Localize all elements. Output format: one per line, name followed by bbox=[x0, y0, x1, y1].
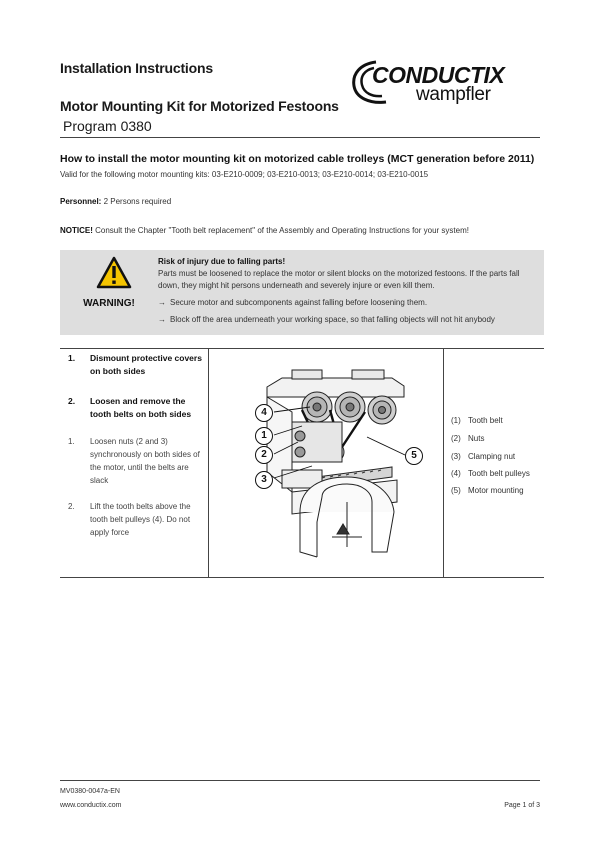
step-number: 1. bbox=[68, 353, 76, 363]
table-top-border bbox=[60, 348, 544, 349]
legend-item: (5) Motor mounting bbox=[451, 486, 524, 495]
callout-4: 4 bbox=[255, 404, 273, 422]
step-title: Loosen and remove the tooth belts on both sides bbox=[90, 396, 192, 419]
personnel-label: Personnel: bbox=[60, 197, 102, 206]
callout-leader-lines bbox=[222, 352, 432, 567]
header-divider bbox=[60, 137, 540, 138]
notice-text: Consult the Chapter "Tooth belt replacement" of the Assembly and Operating Instructions for your system! bbox=[92, 226, 469, 235]
program-label: Program 0380 bbox=[63, 118, 152, 134]
section-heading: How to install the motor mounting kit on motorized cable trolleys (MCT generation before 2011) bbox=[60, 153, 535, 165]
legend-item: (4) Tooth belt pulleys bbox=[451, 469, 530, 478]
warning-content bbox=[158, 256, 533, 326]
substep-text: Loosen nuts (2 and 3) synchronously on both sides of the motor, until the belts are slack bbox=[90, 437, 200, 485]
callout-5: 5 bbox=[405, 447, 423, 465]
logo-wampfler-text: wampfler bbox=[416, 84, 491, 105]
substep-1 bbox=[68, 435, 203, 487]
warning-box bbox=[60, 250, 544, 335]
page-number: Page 1 of 3 bbox=[504, 802, 540, 809]
document-subtitle: Motor Mounting Kit for Motorized Festoons bbox=[60, 98, 339, 114]
warning-title: Risk of injury due to falling parts! bbox=[158, 257, 286, 266]
step-2 bbox=[68, 395, 203, 421]
legend-item: (1) Tooth belt bbox=[451, 416, 503, 425]
arrow-icon: → bbox=[158, 315, 166, 324]
substep-2 bbox=[68, 500, 203, 539]
warning-label: WARNING! bbox=[83, 298, 135, 309]
logo-conductix-text: CONDUCTIX bbox=[372, 62, 505, 88]
notice-label: NOTICE! bbox=[60, 226, 93, 235]
callout-2: 2 bbox=[255, 446, 273, 464]
personnel-value: 2 Persons required bbox=[101, 197, 172, 206]
table-column-divider bbox=[443, 348, 444, 578]
conductix-logo bbox=[350, 56, 540, 106]
warning-bullet: → Secure motor and subcomponents against falling before loosening them. bbox=[158, 298, 428, 307]
document-title: Installation Instructions bbox=[60, 60, 213, 76]
warning-triangle-icon bbox=[96, 256, 132, 290]
callout-1: 1 bbox=[255, 427, 273, 445]
valid-for-text: Valid for the following motor mounting kits: 03-E210-0009; 03-E210-0013; 03-E210-0014; 03-E210-0015 bbox=[60, 170, 429, 179]
warning-bullet: → Block off the area underneath your working space, so that falling objects will not hit anybody bbox=[158, 315, 495, 324]
table-bottom-border bbox=[60, 577, 544, 578]
step-number: 2. bbox=[68, 396, 76, 406]
document-id: MV0380-0047a-EN bbox=[60, 788, 120, 795]
footer-divider bbox=[60, 780, 540, 781]
notice-line bbox=[60, 225, 469, 236]
motor-mounting-figure bbox=[222, 352, 432, 567]
substep-number: 1. bbox=[68, 437, 75, 446]
arrow-icon: → bbox=[158, 298, 166, 307]
substep-text: Lift the tooth belts above the tooth belt pulleys (4). Do not apply force bbox=[90, 502, 191, 537]
table-column-divider bbox=[208, 348, 209, 578]
substep-number: 2. bbox=[68, 502, 75, 511]
footer-url: www.conductix.com bbox=[60, 802, 122, 809]
step-title: Dismount protective covers on both sides bbox=[90, 353, 202, 376]
legend-item: (2) Nuts bbox=[451, 434, 485, 443]
warning-text: Parts must be loosened to replace the motor or silent blocks on the motorized festoons. If the parts fall down, they might hit persons underneath and severely injure or even kill them. bbox=[158, 269, 520, 290]
legend-item: (3) Clamping nut bbox=[451, 452, 516, 461]
personnel-line bbox=[60, 196, 171, 207]
callout-3: 3 bbox=[255, 471, 273, 489]
step-1 bbox=[68, 352, 203, 378]
